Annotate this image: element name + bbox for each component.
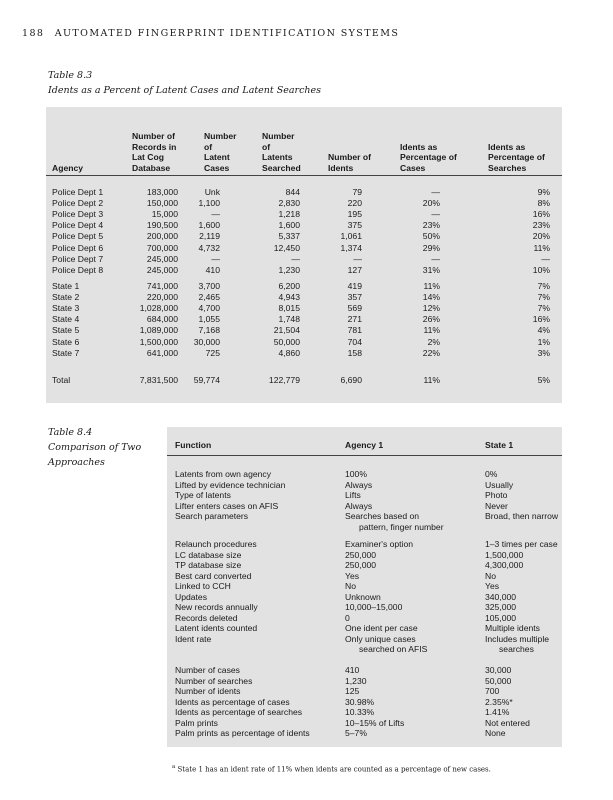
cell-line: 410 (345, 665, 360, 675)
cell-function (175, 560, 241, 571)
cell-cases: — (211, 209, 220, 220)
table-8-4-title-line1: Comparison of Two (48, 442, 142, 453)
cell-line: No (345, 581, 356, 591)
cell-state1 (485, 581, 499, 592)
cell-agency: Police Dept 4 (52, 220, 104, 231)
cell-pct-cases: — (431, 187, 440, 197)
cell-searched: 122,779 (268, 375, 300, 385)
cell-cases: 2,465 (198, 292, 220, 303)
cell-pct-searches: — (541, 253, 550, 264)
table-8-3 (46, 107, 562, 403)
cell-line: 125 (345, 686, 360, 696)
cell-searched: 21,504 (273, 325, 300, 336)
cell-pct-searches: 8% (537, 198, 550, 209)
cell-line: 4,300,000 (485, 560, 524, 570)
cell-searched: 50,000 (273, 336, 300, 347)
cell-agency1 (345, 602, 402, 613)
cell-agency1 (345, 469, 367, 480)
cell-line: Linked to CCH (175, 581, 231, 591)
col-header-searched: Number of Latents Searched (262, 131, 301, 173)
cell-agency1 (345, 718, 404, 729)
cell-state1 (485, 718, 530, 729)
cell-line: pattern, finger number (359, 521, 444, 532)
cell-pct-cases: 31% (422, 264, 440, 275)
cell-agency: Police Dept 2 (52, 198, 104, 209)
cell-line: 30,000 (485, 665, 512, 675)
cell-idents: 375 (347, 220, 362, 231)
cell-line: Photo (485, 490, 508, 500)
cell-agency1 (345, 592, 381, 603)
cell-pct-cases: — (431, 209, 440, 220)
cell-idents: 357 (347, 292, 362, 303)
cell-agency: Total (52, 375, 71, 385)
cell-line: LC database size (175, 549, 242, 560)
cell-searched: 1,748 (278, 314, 300, 325)
cell-cases: 7,168 (198, 325, 220, 336)
cell-records: 200,000 (146, 231, 178, 242)
cell-line: Palm prints as percentage of idents (175, 728, 310, 738)
cell-state1 (485, 511, 558, 522)
cell-line: searched on AFIS (359, 644, 428, 654)
cell-state1 (485, 707, 509, 718)
cell-function (175, 613, 238, 624)
cell-cases: 725 (205, 347, 220, 358)
cell-cases: 3,700 (198, 281, 220, 291)
col-header-function: Function (175, 440, 212, 450)
cell-agency1 (345, 686, 359, 697)
cell-function (175, 686, 240, 697)
cell-line: Broad, then narrow (485, 511, 559, 521)
cell-agency1 (345, 623, 418, 634)
table-row (46, 220, 562, 231)
cell-line: One ident per case (345, 623, 418, 633)
cell-line: Palm prints (175, 717, 218, 728)
cell-agency1 (345, 665, 359, 676)
cell-agency: State 1 (52, 281, 80, 291)
cell-searched: 2,830 (278, 198, 300, 209)
cell-searched: 8,015 (278, 303, 300, 314)
cell-searched: 1,600 (278, 220, 300, 231)
cell-state1 (485, 728, 506, 739)
cell-pct-cases: 11% (423, 281, 440, 291)
cell-pct-searches: 16% (532, 209, 550, 220)
cell-line: Relaunch procedures (175, 539, 257, 549)
cell-agency: Police Dept 5 (52, 231, 104, 242)
cell-searched: — (291, 253, 300, 264)
col-header-agency1: Agency 1 (345, 440, 384, 450)
cell-searched: 5,337 (278, 231, 300, 242)
cell-state1 (485, 602, 516, 613)
cell-searched: 1,218 (278, 209, 300, 220)
cell-line: Multiple idents (485, 623, 540, 633)
cell-function (175, 550, 241, 561)
cell-line: New records annually (175, 602, 258, 612)
table-row (46, 243, 562, 254)
cell-cases: 2,119 (199, 231, 220, 242)
cell-pct-cases: 2% (427, 336, 440, 347)
cell-line: TP database size (175, 560, 242, 570)
cell-line: Examiner's option (345, 539, 414, 549)
cell-line: 250,000 (345, 560, 377, 570)
cell-function (175, 511, 248, 522)
cell-state1 (485, 676, 511, 687)
table-8-4-caption (48, 425, 141, 470)
cell-line: Number of idents (175, 686, 241, 696)
cell-pct-cases: 20% (422, 198, 440, 209)
cell-function (175, 469, 271, 480)
cell-state1 (485, 686, 499, 697)
cell-pct-searches: 23% (532, 220, 550, 231)
cell-pct-cases: 12% (422, 303, 440, 314)
cell-state1 (485, 560, 523, 571)
cell-function (175, 697, 290, 708)
cell-line: 50,000 (485, 675, 512, 686)
cell-agency1 (345, 539, 413, 550)
cell-idents: 271 (347, 314, 362, 325)
table-8-3-header (46, 117, 562, 176)
cell-idents: 1,374 (340, 242, 362, 253)
cell-line: 10.33% (345, 707, 375, 717)
table-row (46, 292, 562, 303)
col-header-pct-searches: Idents as Percentage of Searches (488, 141, 545, 173)
cell-line: Ident rate (175, 633, 212, 644)
cell-cases: 4,700 (198, 303, 220, 314)
table-row (46, 337, 562, 348)
cell-line: Includes multiple (485, 633, 550, 644)
cell-line: Only unique cases (345, 633, 416, 644)
cell-function (175, 490, 231, 501)
cell-records: 183,000 (146, 187, 178, 197)
table-8-4-header (167, 427, 562, 456)
cell-pct-cases: 22% (422, 347, 440, 358)
cell-idents: 1,061 (340, 231, 362, 242)
col-header-records: Number of Records in Lat Cog Database (132, 131, 177, 173)
cell-state1 (485, 613, 516, 624)
cell-line: Lifts (345, 490, 361, 500)
cell-state1 (485, 592, 516, 603)
table-row (46, 209, 562, 220)
cell-line: Searches based on (345, 511, 420, 521)
cell-cases: 59,774 (193, 375, 220, 385)
cell-pct-searches: 10% (532, 264, 550, 275)
cell-cases: 4,732 (198, 242, 220, 253)
cell-pct-searches: 5% (537, 375, 550, 385)
footnote-marker: a (172, 764, 176, 770)
cell-agency1 (345, 634, 427, 655)
table-row (46, 281, 562, 292)
page-number: 188 (22, 28, 45, 39)
cell-agency: Police Dept 3 (52, 209, 104, 220)
col-header-idents: Number of Idents (328, 152, 371, 173)
cell-function (175, 581, 231, 592)
table-row (46, 254, 562, 265)
cell-records: 190,500 (146, 220, 178, 231)
cell-line: Latent idents counted (175, 623, 258, 633)
cell-pct-searches: 7% (537, 281, 550, 291)
table-8-4-footnote (172, 764, 491, 773)
cell-line: 10,000–15,000 (345, 602, 403, 612)
cell-pct-cases: 11% (423, 325, 440, 336)
cell-searched: 6,200 (278, 281, 300, 291)
cell-line: Never (485, 500, 508, 511)
cell-records: 641,000 (146, 347, 178, 358)
cell-searched: 4,943 (278, 292, 300, 303)
cell-pct-cases: 26% (422, 314, 440, 325)
cell-pct-searches: 9% (537, 187, 550, 197)
cell-agency1 (345, 676, 367, 687)
cell-agency: Police Dept 1 (52, 187, 104, 197)
table-8-4-label: Table 8.4 (48, 427, 93, 438)
cell-idents: 704 (347, 336, 362, 347)
cell-pct-searches: 16% (532, 314, 550, 325)
cell-line: Lifted by evidence technician (175, 479, 286, 490)
cell-line: 1.41% (485, 707, 510, 717)
cell-records: 1,089,000 (139, 325, 178, 336)
cell-function (175, 623, 257, 634)
cell-function (175, 718, 218, 729)
cell-function (175, 539, 257, 550)
cell-agency1 (345, 707, 374, 718)
cell-function (175, 665, 240, 676)
cell-cases: Unk (204, 187, 220, 197)
col-header-pct-cases: Idents as Percentage of Cases (400, 141, 457, 173)
table-row (46, 187, 562, 198)
cell-line: 0 (345, 612, 350, 623)
table-row (46, 198, 562, 209)
cell-records: 684,000 (146, 314, 178, 325)
cell-records: 1,028,000 (139, 303, 178, 314)
cell-line: Always (345, 500, 373, 511)
cell-idents: 195 (347, 209, 362, 220)
cell-records: 1,500,000 (139, 336, 178, 347)
cell-state1 (485, 539, 558, 550)
cell-pct-searches: 11% (533, 242, 550, 253)
cell-pct-cases: 50% (422, 231, 440, 242)
cell-state1 (485, 634, 549, 655)
cell-agency: Police Dept 6 (52, 242, 104, 253)
cell-line: 5–7% (345, 728, 367, 738)
cell-cases: 30,000 (193, 336, 220, 347)
cell-searched: 844 (285, 187, 300, 197)
cell-idents: 127 (347, 264, 362, 275)
cell-agency: State 6 (52, 336, 80, 347)
table-8-3-title: Idents as a Percent of Latent Cases and Latent Searches (48, 85, 322, 96)
cell-pct-searches: 7% (537, 303, 550, 314)
table-row (46, 375, 562, 386)
cell-records: 245,000 (146, 253, 178, 264)
cell-line: 250,000 (345, 549, 377, 560)
cell-line: Type of latents (175, 490, 231, 500)
cell-pct-searches: 3% (537, 347, 550, 358)
cell-line: Yes (485, 581, 500, 591)
cell-line: Latents from own agency (175, 469, 272, 479)
cell-agency1 (345, 480, 372, 491)
cell-function (175, 676, 252, 687)
table-8-3-caption (48, 68, 321, 98)
cell-records: 700,000 (146, 242, 178, 253)
cell-function (175, 728, 310, 739)
cell-agency1 (345, 501, 372, 512)
cell-records: 7,831,500 (139, 375, 178, 385)
col-header-agency: Agency (52, 162, 84, 173)
cell-idents: 79 (352, 187, 362, 197)
cell-line: Records deleted (175, 612, 238, 623)
cell-records: 741,000 (146, 281, 178, 291)
cell-agency1 (345, 550, 376, 561)
cell-pct-searches: 20% (532, 231, 550, 242)
cell-line: 2.35%* (485, 696, 513, 707)
cell-agency: State 3 (52, 303, 80, 314)
cell-agency1 (345, 697, 374, 708)
table-8-4-title-line2: Approaches (48, 457, 105, 468)
cell-agency1 (345, 613, 350, 624)
cell-idents: 419 (347, 281, 362, 291)
cell-line: 105,000 (485, 612, 517, 623)
cell-pct-cases: 14% (422, 292, 440, 303)
cell-state1 (485, 490, 507, 501)
cell-line: 1–3 times per case (485, 539, 558, 549)
cell-cases: 1,055 (198, 314, 220, 325)
cell-idents: 158 (347, 347, 362, 358)
cell-state1 (485, 480, 513, 491)
cell-function (175, 480, 285, 491)
cell-pct-searches: 7% (537, 292, 550, 303)
cell-agency: State 2 (52, 292, 80, 303)
cell-agency: State 7 (52, 347, 80, 358)
cell-line: 700 (485, 686, 500, 696)
cell-function (175, 707, 302, 718)
cell-cases: 1,100 (198, 198, 220, 209)
table-row (46, 325, 562, 336)
table-row (46, 231, 562, 242)
cell-line: Updates (175, 591, 208, 602)
cell-cases: 410 (205, 264, 220, 275)
cell-state1 (485, 550, 523, 561)
cell-state1 (485, 623, 540, 634)
cell-agency: State 4 (52, 314, 80, 325)
cell-records: 15,000 (151, 209, 178, 220)
cell-line: 340,000 (485, 591, 517, 602)
cell-line: No (485, 570, 496, 581)
col-header-state1: State 1 (485, 440, 514, 450)
cell-idents: — (353, 253, 362, 264)
cell-pct-cases: — (431, 253, 440, 264)
cell-searched: 1,230 (278, 264, 300, 275)
cell-line: 0% (485, 469, 498, 479)
table-row (46, 303, 562, 314)
cell-line: Not entered (485, 717, 530, 728)
table-row (46, 348, 562, 359)
cell-idents: 569 (347, 303, 362, 314)
cell-idents: 220 (347, 198, 362, 209)
running-title: AUTOMATED FINGERPRINT IDENTIFICATION SYSTEMS (54, 28, 400, 39)
cell-line: searches (499, 644, 534, 654)
cell-agency1 (345, 581, 356, 592)
col-header-cases: Number of Latent Cases (204, 131, 237, 173)
cell-searched: 4,860 (278, 347, 300, 358)
cell-pct-cases: 11% (423, 375, 440, 385)
cell-agency1 (345, 571, 359, 582)
table-row (46, 314, 562, 325)
cell-line: 1,230 (345, 675, 367, 686)
cell-idents: 6,690 (340, 375, 362, 385)
cell-agency: State 5 (52, 325, 80, 336)
table-row (46, 265, 562, 276)
cell-pct-searches: 1% (537, 336, 550, 347)
cell-line: Idents as percentage of searches (175, 707, 303, 717)
cell-records: 220,000 (146, 292, 178, 303)
cell-cases: 1,600 (198, 220, 220, 231)
table-8-4 (167, 427, 562, 747)
cell-function (175, 592, 207, 603)
cell-line: Usually (485, 479, 514, 490)
cell-searched: 12,450 (273, 242, 300, 253)
cell-line: Always (345, 479, 373, 490)
cell-state1 (485, 501, 508, 512)
cell-agency: Police Dept 8 (52, 264, 104, 275)
cell-state1 (485, 571, 496, 582)
cell-agency1 (345, 511, 444, 532)
cell-function (175, 634, 211, 645)
cell-line: 100% (345, 469, 367, 479)
cell-line: Lifter enters cases on AFIS (175, 500, 279, 511)
cell-cases: — (211, 253, 220, 264)
cell-line: 1,500,000 (485, 549, 524, 560)
cell-pct-searches: 4% (537, 325, 550, 336)
footnote-text: State 1 has an ident rate of 11% when idents are counted as a percentage of new cases. (177, 765, 491, 774)
table-8-3-label: Table 8.3 (48, 70, 93, 81)
cell-function (175, 571, 251, 582)
cell-line: Idents as percentage of cases (175, 696, 290, 707)
running-head (22, 28, 399, 39)
cell-line: Number of searches (175, 675, 253, 686)
cell-function (175, 602, 258, 613)
cell-line: 30.98% (345, 696, 375, 707)
cell-line: None (485, 728, 506, 738)
cell-agency1 (345, 490, 361, 501)
cell-records: 245,000 (146, 264, 178, 275)
cell-pct-cases: 29% (422, 242, 440, 253)
cell-line: 325,000 (485, 602, 517, 612)
cell-agency1 (345, 560, 376, 571)
cell-function (175, 501, 278, 512)
cell-idents: 781 (347, 325, 362, 336)
cell-line: Unknown (345, 591, 381, 602)
cell-state1 (485, 697, 513, 708)
cell-state1 (485, 665, 511, 676)
cell-state1 (485, 469, 497, 480)
cell-line: Best card converted (175, 570, 252, 581)
cell-records: 150,000 (146, 198, 178, 209)
cell-line: Yes (345, 570, 360, 581)
cell-agency1 (345, 728, 367, 739)
cell-agency: Police Dept 7 (52, 253, 104, 264)
cell-pct-cases: 23% (422, 220, 440, 231)
cell-line: Search parameters (175, 511, 249, 521)
cell-line: Number of cases (175, 665, 240, 675)
cell-line: 10–15% of Lifts (345, 717, 405, 728)
